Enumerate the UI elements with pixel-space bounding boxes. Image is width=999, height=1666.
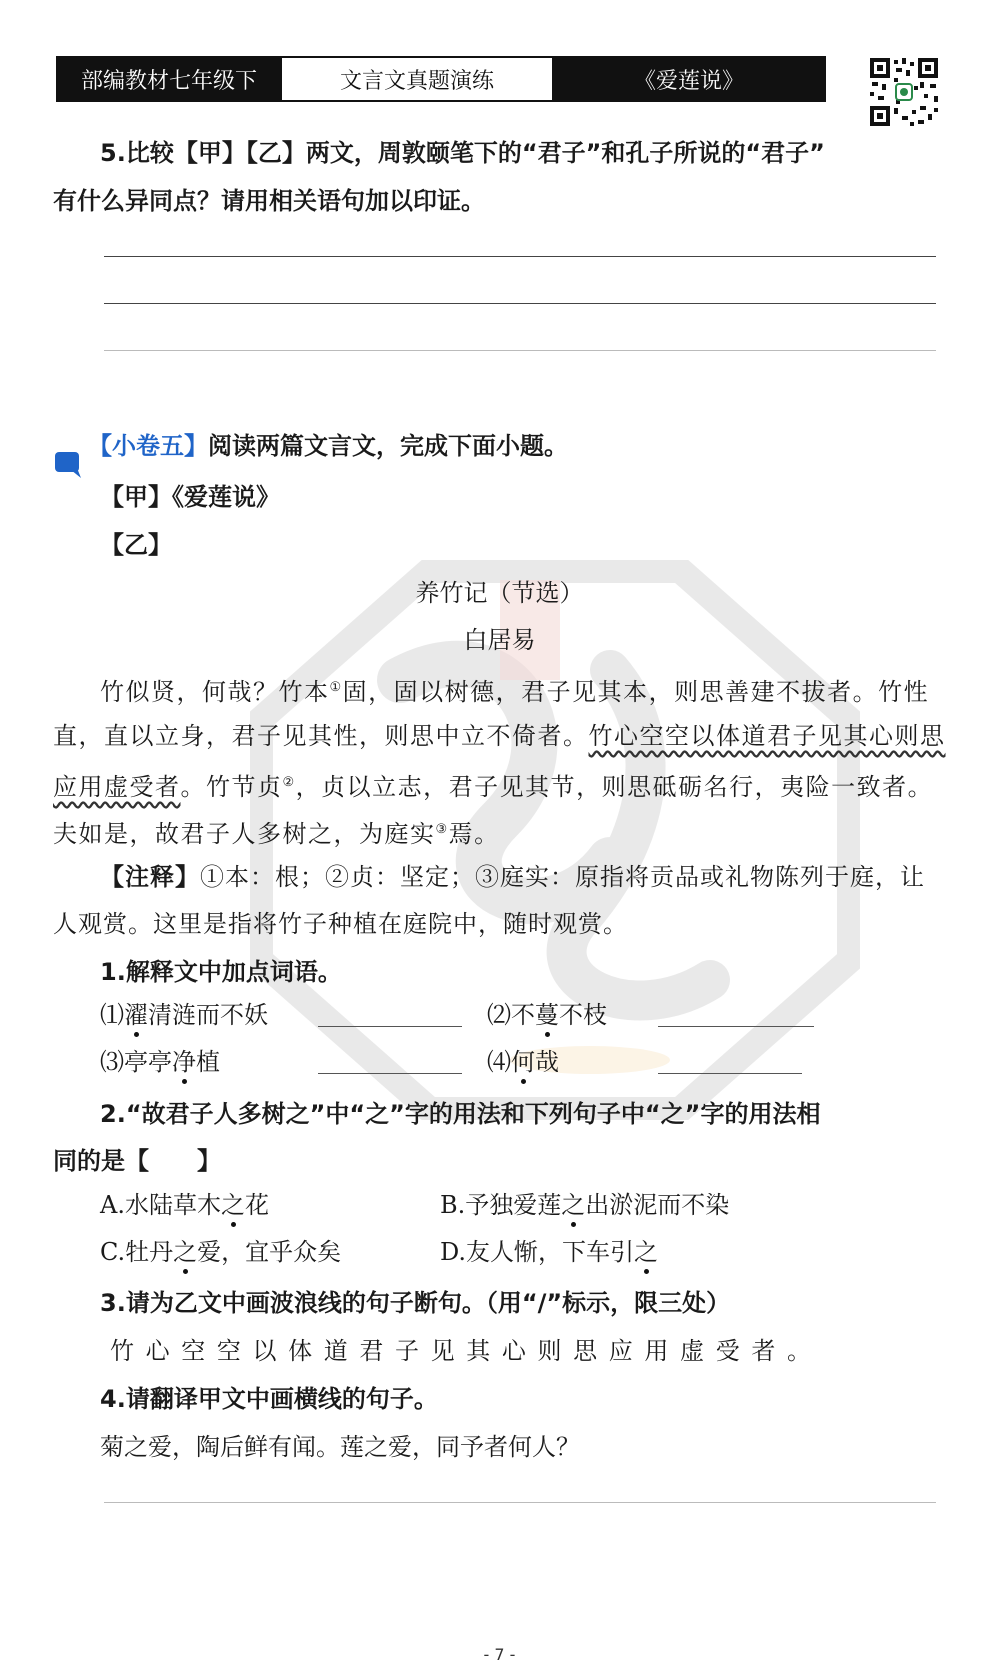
q5-stem-line2: 有什么异同点？请用相关语句加以印证。 — [53, 187, 485, 215]
q2-option-b[interactable]: B.予独爱莲之出淤泥而不染 — [440, 1191, 730, 1219]
passage-line: 竹似贤，何哉？竹本①固，固以树德，君子见其本，则思善建不拔者。竹性 — [100, 678, 930, 706]
notes-line: 人观赏。这里是指将竹子种植在庭院中，随时观赏。 — [53, 910, 628, 938]
section-intro: 阅读两篇文言文，完成下面小题。 — [208, 432, 568, 460]
section-heading — [88, 431, 568, 461]
q4-sentence: 菊之爱，陶后鲜有闻。莲之爱，同予者何人？ — [100, 1433, 580, 1461]
answer-line[interactable] — [104, 1502, 936, 1503]
wavy-underlined-sentence: 竹心空空以体道君子见其心则思 — [588, 722, 946, 750]
header-lesson: 《爱莲说》 — [554, 58, 824, 100]
answer-line[interactable] — [104, 350, 936, 351]
speech-bubble-icon — [55, 452, 83, 478]
q2-option-d[interactable]: D.友人惭，下车引之 — [440, 1238, 659, 1266]
q1-item-1: ⑴濯清涟而不妖 — [100, 1001, 268, 1029]
q5-stem-line1: 5.比较【甲】【乙】两文，周敦颐笔下的“君子”和孔子所说的“君子” — [100, 139, 825, 167]
q4-stem: 4.请翻译甲文中画横线的句子。 — [100, 1385, 438, 1413]
q2-option-c[interactable]: C.牡丹之爱，宜乎众矣 — [100, 1238, 342, 1266]
header-grade: 部编教材七年级下 — [58, 58, 280, 100]
q1-item-3: ⑶亭亭净植 — [100, 1048, 220, 1076]
header-bar — [56, 56, 826, 102]
section-tag: 【小卷五】 — [88, 432, 208, 460]
passage-line: 夫如是，故君子人多树之，为庭实③焉。 — [53, 820, 500, 848]
notes-label: 【注释】 — [100, 863, 200, 891]
passage-author: 白居易 — [463, 626, 536, 654]
wavy-underlined-sentence: 应用虚受者 — [53, 773, 181, 801]
q3-sentence: 竹 心 空 空 以 体 道 君 子 见 其 心 则 思 应 用 虚 受 者 。 — [110, 1337, 813, 1365]
q2-stem-line1: 2.“故君子人多树之”中“之”字的用法和下列句子中“之”字的用法相 — [100, 1100, 821, 1128]
text-yi-label: 【乙】 — [100, 531, 172, 559]
answer-blank[interactable] — [318, 1026, 462, 1027]
answer-blank[interactable] — [318, 1073, 462, 1074]
notes-line: 【注释】①本：根；②贞：坚定；③庭实：原指将贡品或礼物陈列于庭，让 — [100, 863, 925, 891]
answer-line[interactable] — [104, 256, 936, 257]
q2-option-a[interactable]: A.水陆草木之花 — [100, 1191, 269, 1219]
passage-line: 应用虚受者。竹节贞②，贞以立志，君子见其节，则思砥砺名行，夷险一致者。 — [53, 773, 934, 801]
header-title: 文言文真题演练 — [280, 58, 554, 100]
q3-stem: 3.请为乙文中画波浪线的句子断句。（用“/”标示，限三处） — [100, 1289, 731, 1317]
q1-item-2: ⑵不蔓不枝 — [487, 1001, 607, 1029]
page-number: - 7 - — [483, 1645, 516, 1664]
text-jia-label: 【甲】《爱莲说》 — [100, 483, 280, 511]
passage-line: 直，直以立身，君子见其性，则思中立不倚者。竹心空空以体道君子见其心则思 — [53, 722, 946, 750]
q1-stem: 1.解释文中加点词语。 — [100, 958, 342, 986]
answer-blank[interactable] — [658, 1026, 814, 1027]
answer-line[interactable] — [104, 303, 936, 304]
answer-blank[interactable] — [658, 1073, 802, 1074]
q2-stem-line2: 同的是【 】 — [53, 1147, 221, 1175]
q1-item-4: ⑷何哉 — [487, 1048, 559, 1076]
qr-code-icon — [868, 56, 940, 128]
passage-title: 养竹记（节选） — [415, 579, 584, 607]
